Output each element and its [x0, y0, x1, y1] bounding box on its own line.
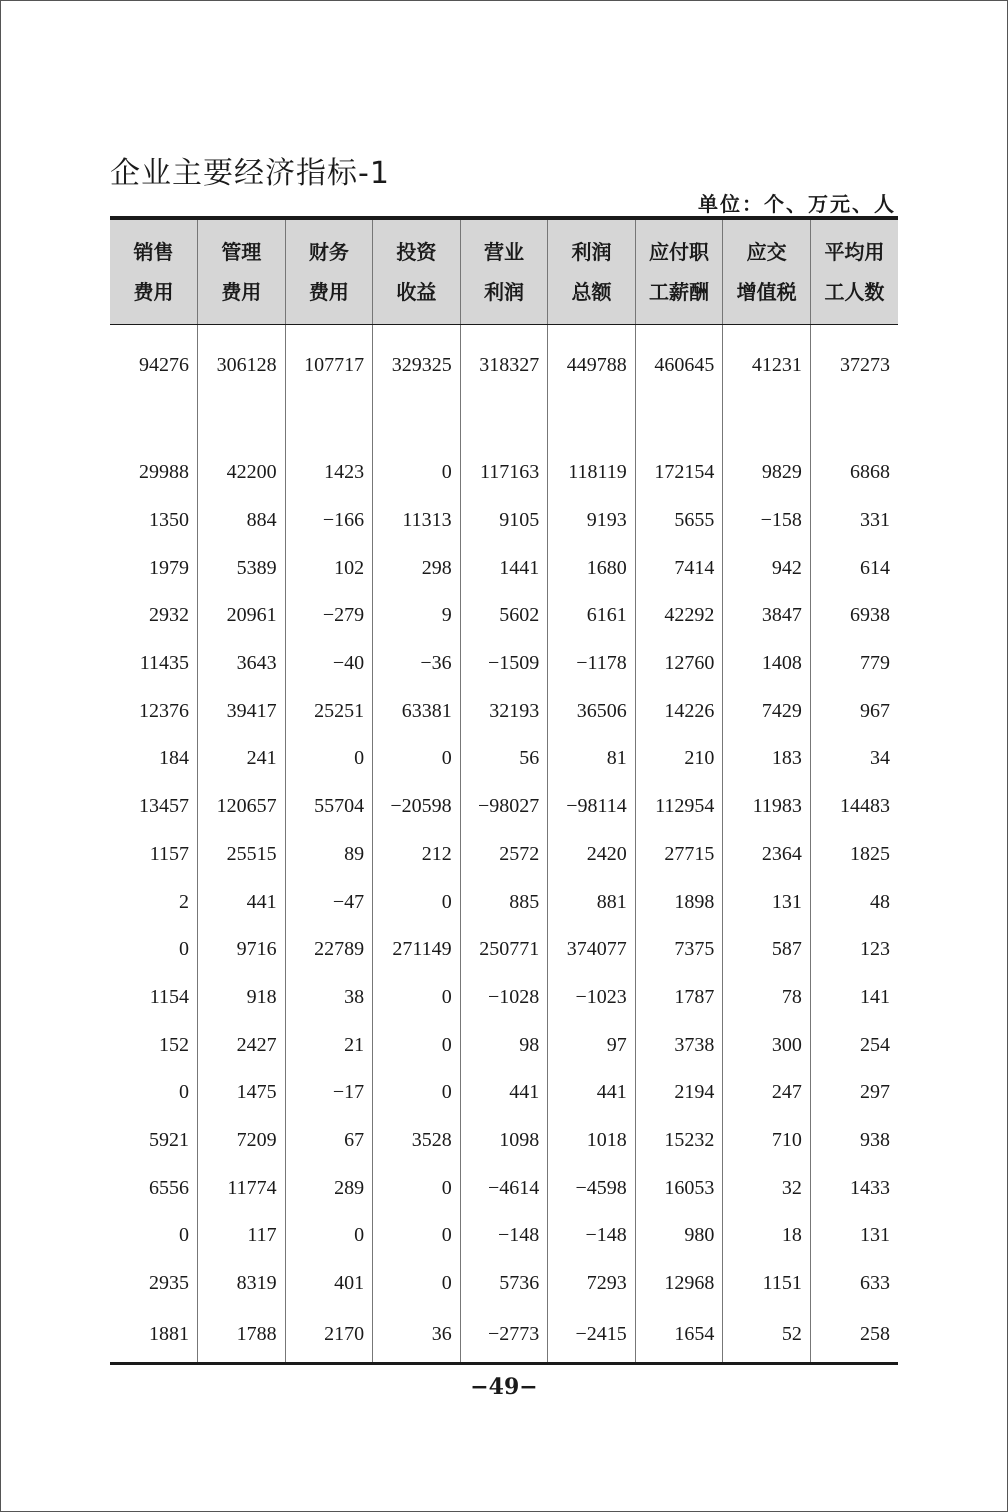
table-cell: 107717	[285, 325, 373, 402]
column-header-line2: 工薪酬	[649, 280, 710, 304]
table-cell: 0	[373, 449, 461, 497]
table-cell: 9716	[198, 926, 286, 974]
column-header-line2: 利润	[483, 280, 524, 304]
column-header-line2: 工人数	[824, 280, 885, 304]
table-cell: 1680	[548, 544, 636, 592]
table-cell: 0	[179, 1081, 190, 1104]
empty-cell	[110, 401, 198, 449]
page-number: −49−	[470, 1374, 538, 1400]
table-cell: 3847	[723, 592, 811, 640]
table-cell: 102	[285, 544, 373, 592]
column-header-line2: 收益	[396, 280, 437, 304]
table-cell: 11435	[139, 652, 190, 675]
table-cell: 11313	[373, 497, 461, 545]
table-cell: 0	[373, 735, 461, 783]
table-cell: 289	[285, 1164, 373, 1212]
table-row	[110, 878, 898, 926]
empty-cell	[635, 401, 723, 449]
column-header-line1: 财务	[308, 240, 349, 264]
unit-label: 单位：个、万元、人	[698, 192, 896, 216]
column-header	[110, 218, 198, 325]
table-cell: 2420	[548, 831, 636, 879]
table-cell: 1825	[810, 831, 898, 879]
table-row	[110, 831, 898, 879]
table-cell: 441	[198, 878, 286, 926]
table-cell: 2364	[723, 831, 811, 879]
table-cell: 3738	[635, 1021, 723, 1069]
empty-cell	[723, 401, 811, 449]
table-cell: 25515	[198, 831, 286, 879]
column-header-line1: 营业	[483, 240, 524, 264]
table-cell: 25251	[285, 687, 373, 735]
table-cell: 78	[723, 974, 811, 1022]
table-cell: −1023	[548, 974, 636, 1022]
column-header-line1: 销售	[133, 240, 174, 264]
table-cell: 250771	[460, 926, 548, 974]
table-cell: 942	[723, 544, 811, 592]
table-cell: 2935	[149, 1272, 190, 1295]
table-cell: 1788	[198, 1307, 286, 1364]
table-cell: 884	[198, 497, 286, 545]
table-cell: 1154	[149, 985, 190, 1008]
table-cell: −98027	[460, 783, 548, 831]
table-cell: 1408	[723, 640, 811, 688]
table-cell: 881	[548, 878, 636, 926]
table-cell: 587	[723, 926, 811, 974]
table-cell: −20598	[373, 783, 461, 831]
table-cell: 14483	[810, 783, 898, 831]
table-cell: 7209	[198, 1117, 286, 1165]
table-cell: 5389	[198, 544, 286, 592]
table-cell: −4614	[460, 1164, 548, 1212]
table-cell: 318327	[460, 325, 548, 402]
empty-cell	[810, 401, 898, 449]
table-cell: 39417	[198, 687, 286, 735]
table-body	[110, 325, 898, 1364]
table-row	[110, 687, 898, 735]
table-cell: 2170	[285, 1307, 373, 1364]
table-cell: −1509	[460, 640, 548, 688]
table-cell: 0	[373, 1212, 461, 1260]
table-cell: 8319	[198, 1260, 286, 1308]
table-cell: 967	[810, 687, 898, 735]
table-cell: 98	[460, 1021, 548, 1069]
table-cell: 7414	[635, 544, 723, 592]
table-cell: 210	[635, 735, 723, 783]
table-cell: 0	[373, 974, 461, 1022]
table-cell: 6556	[149, 1176, 190, 1199]
column-header-line1: 应交	[746, 240, 787, 264]
table-cell: 247	[723, 1069, 811, 1117]
table-cell: 2194	[635, 1069, 723, 1117]
table-cell: −1028	[460, 974, 548, 1022]
table-cell: −47	[285, 878, 373, 926]
table-cell: 885	[460, 878, 548, 926]
table-cell: 441	[548, 1069, 636, 1117]
table-cell: 1654	[635, 1307, 723, 1364]
empty-cell	[460, 401, 548, 449]
table-cell: 1475	[198, 1069, 286, 1117]
table-cell: 0	[285, 735, 373, 783]
table-cell: 5602	[460, 592, 548, 640]
table-cell: 241	[198, 735, 286, 783]
table-cell: 0	[373, 1021, 461, 1069]
table-cell: 258	[810, 1307, 898, 1364]
table-cell: −1178	[548, 640, 636, 688]
table-cell: 441	[460, 1069, 548, 1117]
table-cell: −36	[373, 640, 461, 688]
column-header-line1: 平均用	[824, 240, 885, 264]
column-header-line1: 管理	[221, 240, 262, 264]
table-cell: 89	[285, 831, 373, 879]
table-row	[110, 1164, 898, 1212]
table-cell: 172154	[635, 449, 723, 497]
table-cell: 271149	[373, 926, 461, 974]
table-row	[110, 783, 898, 831]
table-cell: 9	[373, 592, 461, 640]
table-cell: 141	[810, 974, 898, 1022]
table-cell: 36	[373, 1307, 461, 1364]
table-cell: −279	[285, 592, 373, 640]
table-cell: 938	[810, 1117, 898, 1165]
table-cell: 297	[810, 1069, 898, 1117]
table-cell: 779	[810, 640, 898, 688]
table-cell: −17	[285, 1069, 373, 1117]
table-cell: 20961	[198, 592, 286, 640]
empty-cell	[373, 401, 461, 449]
table-row	[110, 1069, 898, 1117]
table-cell: −158	[723, 497, 811, 545]
table-cell: 9829	[723, 449, 811, 497]
table-cell: −166	[285, 497, 373, 545]
table-cell: 123	[810, 926, 898, 974]
table-cell: 1151	[723, 1260, 811, 1308]
table-cell: 980	[635, 1212, 723, 1260]
table-cell: 7375	[635, 926, 723, 974]
table-cell: 22789	[285, 926, 373, 974]
table-cell: 5736	[460, 1260, 548, 1308]
table-row	[110, 449, 898, 497]
table-cell: 34	[810, 735, 898, 783]
table-cell: 97	[548, 1021, 636, 1069]
table-row	[110, 640, 898, 688]
table-cell: 6938	[810, 592, 898, 640]
column-header-line1: 应付职	[649, 240, 710, 264]
table-cell: 27715	[635, 831, 723, 879]
spacer-row	[110, 401, 898, 449]
table-cell: 0	[373, 878, 461, 926]
table-cell: 1433	[810, 1164, 898, 1212]
table-cell: 2932	[149, 604, 190, 627]
table-cell: 21	[285, 1021, 373, 1069]
table-cell: 1898	[635, 878, 723, 926]
table-cell: 212	[373, 831, 461, 879]
table-row	[110, 1260, 898, 1308]
table-cell: −148	[460, 1212, 548, 1260]
column-header	[460, 218, 548, 325]
table-row	[110, 497, 898, 545]
table-cell: 36506	[548, 687, 636, 735]
indicator-table	[110, 216, 898, 1365]
table-cell: 63381	[373, 687, 461, 735]
table-cell: 306128	[198, 325, 286, 402]
table-cell: 374077	[548, 926, 636, 974]
table-cell: 117163	[460, 449, 548, 497]
table-cell: 118119	[548, 449, 636, 497]
table-cell: 0	[285, 1212, 373, 1260]
column-header	[810, 218, 898, 325]
column-header-line2: 总额	[571, 280, 612, 304]
table-cell: 1881	[110, 1307, 198, 1364]
table-cell: −4598	[548, 1164, 636, 1212]
total-row	[110, 325, 898, 402]
table-cell: 0	[373, 1069, 461, 1117]
table-cell: 29988	[139, 461, 190, 484]
table-cell: 183	[723, 735, 811, 783]
table-cell: 52	[723, 1307, 811, 1364]
table-cell: 614	[810, 544, 898, 592]
table-cell: 1098	[460, 1117, 548, 1165]
table-cell: 94276	[139, 353, 190, 376]
table-cell: 42292	[635, 592, 723, 640]
table-cell: 56	[460, 735, 548, 783]
table-cell: −40	[285, 640, 373, 688]
table-cell: 5655	[635, 497, 723, 545]
table-cell: 131	[723, 878, 811, 926]
table-cell: 5921	[149, 1128, 190, 1151]
table-cell: −2415	[548, 1307, 636, 1364]
table-cell: 0	[373, 1260, 461, 1308]
table-cell: 12760	[635, 640, 723, 688]
table-cell: 37273	[810, 325, 898, 402]
column-header	[635, 218, 723, 325]
table-cell: 1350	[149, 509, 190, 532]
table-row	[110, 1212, 898, 1260]
table-cell: 9193	[548, 497, 636, 545]
table-cell: 460645	[635, 325, 723, 402]
table-cell: 633	[810, 1260, 898, 1308]
table-cell: 41231	[723, 325, 811, 402]
table-row	[110, 974, 898, 1022]
table-cell: 14226	[635, 687, 723, 735]
table-cell: 1018	[548, 1117, 636, 1165]
table-cell: 12968	[635, 1260, 723, 1308]
table-cell: 2572	[460, 831, 548, 879]
table-cell: 7429	[723, 687, 811, 735]
table-cell: 710	[723, 1117, 811, 1165]
table-cell: 1787	[635, 974, 723, 1022]
table-cell: 3643	[198, 640, 286, 688]
table-header-row	[110, 218, 898, 325]
table-cell: 254	[810, 1021, 898, 1069]
page-title: 企业主要经济指标-1	[110, 156, 390, 191]
table-cell: 1979	[149, 556, 190, 579]
table-row	[110, 1117, 898, 1165]
table-cell: 131	[810, 1212, 898, 1260]
table-cell: 13457	[139, 795, 190, 818]
table-cell: 0	[179, 938, 190, 961]
table-row	[110, 544, 898, 592]
table-cell: 42200	[198, 449, 286, 497]
table-cell: −2773	[460, 1307, 548, 1364]
table-cell: 15232	[635, 1117, 723, 1165]
column-header-line2: 费用	[133, 280, 174, 304]
table-cell: 1423	[285, 449, 373, 497]
table-cell: 449788	[548, 325, 636, 402]
table-row	[110, 1021, 898, 1069]
table-cell: 18	[723, 1212, 811, 1260]
table-cell: 32	[723, 1164, 811, 1212]
table-cell: 55704	[285, 783, 373, 831]
table-cell: 152	[159, 1033, 190, 1056]
column-header-line2: 费用	[221, 280, 262, 304]
empty-cell	[285, 401, 373, 449]
table-cell: 2427	[198, 1021, 286, 1069]
table-cell: 1441	[460, 544, 548, 592]
table-cell: 48	[810, 878, 898, 926]
table-cell: 11983	[723, 783, 811, 831]
empty-cell	[198, 401, 286, 449]
table-cell: 2	[179, 890, 190, 913]
table-cell: 331	[810, 497, 898, 545]
column-header	[285, 218, 373, 325]
table-cell: 112954	[635, 783, 723, 831]
table-cell: 81	[548, 735, 636, 783]
table-cell: 16053	[635, 1164, 723, 1212]
table-cell: 298	[373, 544, 461, 592]
table-row	[110, 1307, 898, 1364]
table-cell: 12376	[139, 699, 190, 722]
table-row	[110, 735, 898, 783]
column-header	[373, 218, 461, 325]
table-cell: 6868	[810, 449, 898, 497]
table-cell: 3528	[373, 1117, 461, 1165]
table-cell: 32193	[460, 687, 548, 735]
table-cell: 0	[179, 1224, 190, 1247]
column-header	[198, 218, 286, 325]
table-cell: 117	[198, 1212, 286, 1260]
table-cell: −148	[548, 1212, 636, 1260]
table-cell: 184	[159, 747, 190, 770]
table-cell: 120657	[198, 783, 286, 831]
column-header-line2: 费用	[308, 280, 349, 304]
table-cell: 6161	[548, 592, 636, 640]
table-row	[110, 592, 898, 640]
column-header	[723, 218, 811, 325]
empty-cell	[548, 401, 636, 449]
table-cell: 9105	[460, 497, 548, 545]
table-cell: 67	[285, 1117, 373, 1165]
column-header-line1: 投资	[396, 240, 437, 264]
table-cell: −98114	[548, 783, 636, 831]
table-cell: 329325	[373, 325, 461, 402]
table-cell: 1157	[149, 842, 190, 865]
table-cell: 0	[373, 1164, 461, 1212]
table-cell: 918	[198, 974, 286, 1022]
table-cell: 401	[285, 1260, 373, 1308]
table-cell: 7293	[548, 1260, 636, 1308]
table-cell: 38	[285, 974, 373, 1022]
table-row	[110, 926, 898, 974]
table-cell: 300	[723, 1021, 811, 1069]
column-header	[548, 218, 636, 325]
column-header-line2: 增值税	[736, 280, 797, 304]
column-header-line1: 利润	[571, 240, 612, 264]
table-cell: 11774	[198, 1164, 286, 1212]
